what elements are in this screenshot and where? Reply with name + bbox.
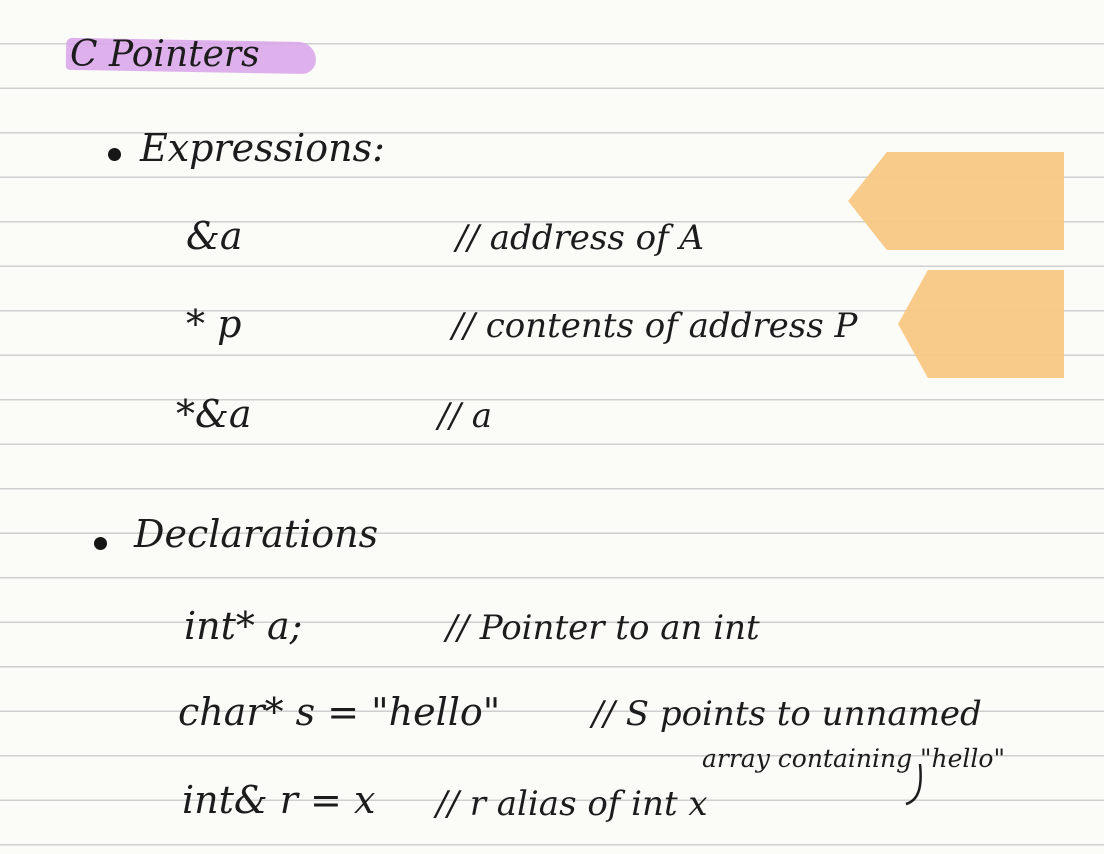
expression-comment: // address of A [456, 218, 705, 258]
declaration-comment: // r alias of int x [436, 784, 708, 824]
declaration-code: char* s = "hello" [178, 690, 501, 734]
expression-code: *&a [176, 392, 252, 436]
bullet-icon [108, 148, 121, 161]
expression-code: &a [186, 214, 243, 258]
declarations-heading: Declarations [134, 512, 379, 556]
expression-code: * p [186, 302, 242, 346]
page-title: C Pointers [70, 34, 260, 75]
expression-comment: // a [438, 396, 492, 436]
hook-arrow-icon [900, 760, 940, 810]
declaration-comment: // Pointer to an int [446, 608, 760, 648]
sticky-flag-tab [898, 270, 1064, 378]
declaration-code: int& r = x [182, 778, 376, 822]
declaration-code: int* a; [184, 604, 303, 648]
expression-comment: // contents of address P [452, 306, 858, 346]
declaration-comment: // S points to unnamed [592, 694, 982, 734]
expressions-heading: Expressions: [140, 126, 385, 170]
declaration-comment-continuation: array containing "hello" [702, 744, 1005, 773]
bullet-icon [94, 537, 107, 550]
sticky-flag-tab [848, 152, 1064, 250]
